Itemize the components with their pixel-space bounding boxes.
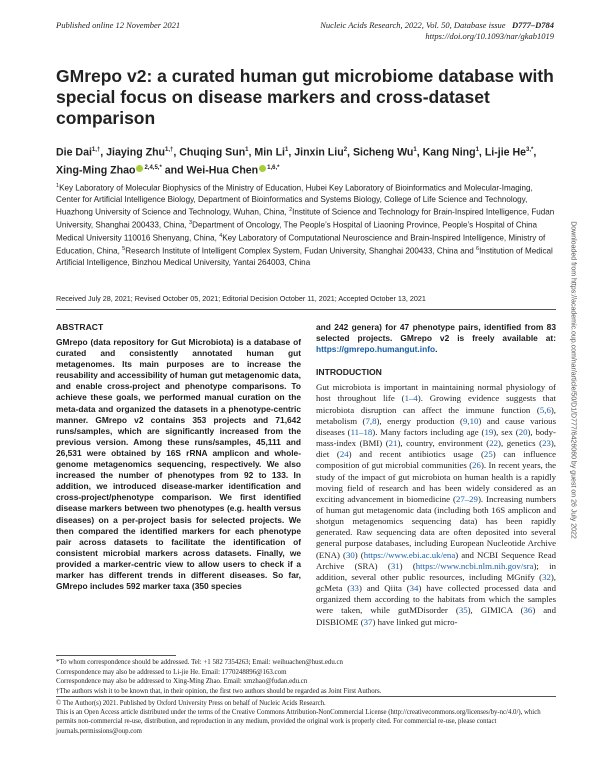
reference-link[interactable]: 33 <box>350 583 359 594</box>
received-dates: Received July 28, 2021; Revised October 05, 2021; Editorial Decision October 11, 2021; Accepted October 13, 2021 <box>56 294 426 303</box>
left-column <box>56 322 301 592</box>
reference-link[interactable]: 37 <box>363 616 373 627</box>
divider <box>56 309 556 310</box>
affiliation-number: 6 <box>476 245 480 252</box>
reference-link[interactable]: 27–29 <box>455 493 478 504</box>
reference-link[interactable]: 30 <box>345 549 355 560</box>
author-name: Jiaying Zhu <box>106 146 166 159</box>
author-affiliation-mark: 3,* <box>526 147 534 153</box>
license-text: This is an Open Access article distributed under the terms of the Creative Commons Attribution-NonCommercial License (http://creativecommons.org/licenses/by-nc/4.0/), which permits non-commercial re-use, distribution, and reproduction in any medium, provided the original work is properly cited. For commercial re-use, please contact journals.permissions@oup.com <box>56 709 541 735</box>
footnotes <box>56 658 556 696</box>
abstract-heading: ABSTRACT <box>56 322 104 332</box>
author-affiliation-mark: 2 <box>343 147 348 153</box>
affiliation-text: Institution of Medical Artificial Intelligence, Binzhou Medical University, Yantai 264003, China <box>56 246 553 267</box>
intro-text: ), genetics ( <box>498 438 543 449</box>
reference-link[interactable]: https://www.ebi.ac.uk/ena <box>363 549 456 560</box>
reference-link[interactable]: 7,8 <box>365 415 377 426</box>
intro-text: ) have collected processed data and organized them according to the habitats from which the samples were taken, while gutMDisorder ( <box>316 583 556 616</box>
author-name: Chuqing Sun <box>179 146 246 159</box>
intro-text: ). Many factors including age ( <box>372 426 485 437</box>
right-column <box>316 322 556 628</box>
doi-link[interactable]: https://doi.org/10.1093/nar/gkab1019 <box>425 31 554 41</box>
intro-text: ); in addition, several other public resources, including MGnify ( <box>316 560 556 582</box>
intro-text: ). Increasing numbers of human gut metagenomic data (including both 16S amplicon and shotgun metagenomics sequencing data) has been rapidly generated. Raw sequencing data are often deposited into several general purpose databases, including European Nucleotide Archive (ENA) ( <box>316 493 556 560</box>
footnote-divider <box>56 655 176 656</box>
affiliation-number: 5 <box>122 245 126 252</box>
author-affiliation-mark: 1,6,* <box>267 164 280 171</box>
reference-link[interactable]: 11–18 <box>350 426 373 437</box>
intro-text: ). Growing evidence suggests that microbiota disruption can affect the immune function ( <box>316 393 556 415</box>
intro-text: ) and DISBIOME ( <box>316 605 556 627</box>
reference-link[interactable]: 24 <box>339 449 349 460</box>
affiliation-text: Department of Oncology, The People’s Hospital of Liaoning Province, People’s Hospital of China Medical University 110016 Shenyang, China, <box>56 220 538 243</box>
footnote-correspondence-zhao: Correspondence may also be addressed to Xing-Ming Zhao. Email: xmzhao@fudan.edu.cn <box>56 678 308 685</box>
intro-text: ), sex ( <box>493 426 519 437</box>
reference-link[interactable]: 36 <box>523 605 533 616</box>
author-affiliation-mark: 1,† <box>91 147 101 153</box>
intro-text: ), GIMICA ( <box>467 605 524 616</box>
author-name: Die Dai <box>56 146 92 159</box>
reference-link[interactable]: 23 <box>542 438 551 449</box>
footnote-correspondence-he: Correspondence may also be addressed to Li-jie He. Email: 1770248896@163.com <box>56 668 287 676</box>
orcid-icon[interactable] <box>136 165 143 172</box>
author-affiliation-mark: 1 <box>413 147 417 153</box>
abstract-body: GMrepo (data repository for Gut Microbiota) is a database of curated and consistently annotated human gut metagenomes. Its main purposes are to increase the reusability and accessibility of human gut metagenomic data, and enable cross-project and phenotype comparisons. To achieve these goals, we performed manual curation on the meta-data and organized the datasets in a phenotype-centric manner. GMrepo v2 contains 353 projects and 71,642 runs/samples, which are significantly increased from the previous version. Among these runs/samples, 45,111 and 26,531 were obtained by 16S rRNA amplicon and whole-genome metagenomics sequencing, respectively. We also increased the number of phenotypes from 92 to 133. In addition, we introduced disease-marker identification and cross-project/phenotype comparison. We first identified disease markers between two phenotypes (e.g. health versus diseases) on a per-project basis for selected projects. We then compared the identified markers for each phenotype pair across datasets to facilitate the identification of consistent microbial markers across datasets. Finally, we provided a marker-centric view to allow users to check if a marker has different trends in different diseases. So far, GMrepo includes 592 marker taxa (350 species <box>56 337 301 592</box>
intro-text: ) and cause various diseases ( <box>316 415 556 437</box>
footnote-correspondence: *To whom correspondence should be addressed. Tel: +1 582 7354263; Email: weihuachen@hust.edu.cn <box>56 659 343 666</box>
reference-link[interactable]: 31 <box>390 560 400 571</box>
intro-text: ), energy production ( <box>376 415 463 426</box>
affiliations <box>56 181 556 268</box>
author-affiliation-mark: 1,† <box>165 147 174 153</box>
affiliation-number: 1 <box>56 183 60 189</box>
affiliation-text: Key Laboratory of Molecular Biophysics of the Ministry of Education, Hubei Key Laboratory of Bioinformatics and Molecular-Imaging, Center for Artificial Intelligence Biology, Department of Bioinformatics and Systems Biology, College of Life Science and Technology, Huazhong University of Science and Technology, Wuhan, China, <box>56 183 533 217</box>
intro-text: ), gcMeta ( <box>316 571 556 594</box>
reference-link[interactable]: https://www.ncbi.nlm.nih.gov/sra <box>415 560 534 571</box>
intro-text: ), country, environment ( <box>397 438 490 449</box>
intro-text: ), diet ( <box>316 438 556 460</box>
reference-link[interactable]: 20 <box>518 426 528 437</box>
author-name: Jinxin Liu <box>294 146 344 159</box>
reference-link[interactable]: 21 <box>388 438 398 449</box>
author-affiliation-mark: 2,4,5,* <box>144 164 162 171</box>
intro-text: ) ( <box>399 560 416 571</box>
reference-link[interactable]: 34 <box>409 583 419 594</box>
reference-link[interactable]: 1–4 <box>404 393 418 404</box>
intro-text: Gut microbiota is important in maintaining normal physiology of host throughout life ( <box>316 382 556 404</box>
introduction-heading: INTRODUCTION <box>316 367 382 378</box>
intro-text: ), body-mass-index (BMI) ( <box>316 426 556 449</box>
intro-text: ). In recent years, the study of the impact of gut microbiota on human health is a rapidly moving field of research and has been widely considered as an exciting advancement in biomedicine ( <box>316 460 556 504</box>
reference-link[interactable]: 26 <box>472 460 481 471</box>
intro-text: ) and NCBI Sequence Read Archive (SRA) ( <box>316 549 556 571</box>
affiliation-number: 4 <box>219 232 223 239</box>
journal-header <box>320 20 554 42</box>
reference-link[interactable]: 32 <box>542 571 551 582</box>
published-date: Published online 12 November 2021 <box>56 20 181 30</box>
affiliation-number: 2 <box>289 207 293 214</box>
footnote-joint-authors: †The authors wish it to be known that, in their opinion, the first two authors should be regarded as Joint First Authors. <box>56 687 382 695</box>
affiliation-text: Research Institute of Intelligent Complex System, Fudan University, Shanghai 200433, China and <box>125 246 476 256</box>
intro-text: ) and Qiita ( <box>358 583 410 594</box>
copyright-line: © The Author(s) 2021. Published by Oxford University Press on behalf of Nucleic Acids Research. <box>56 700 326 707</box>
reference-link[interactable]: 19 <box>484 426 494 437</box>
copyright-divider <box>56 696 556 697</box>
intro-text: ), metabolism ( <box>316 404 556 426</box>
author-affiliation-mark: 1 <box>475 147 479 153</box>
intro-text: ) ( <box>354 549 364 560</box>
abstract-continuation: and 242 genera) for 47 phenotype pairs, identified from 83 selected projects. GMrepo v2 is freely available at: https://gmrepo.humangut.info. <box>316 322 556 355</box>
affiliation-text: Key Laboratory of Computational Neuroscience and Brain-Inspired Intelligence, Ministry of Education, China, <box>56 233 546 256</box>
author-name: Wei-Hua Chen <box>186 164 259 177</box>
author-affiliation-mark: 1 <box>285 147 289 153</box>
author-name: Li-jie He <box>484 146 527 159</box>
author-affiliation-mark: 1 <box>245 147 249 153</box>
paper-title: GMrepo v2: a curated human gut microbiome database with special focus on disease markers and cross-dataset comparison <box>56 66 554 128</box>
intro-text: ) and recent antibiotics usage ( <box>348 449 484 460</box>
affiliation-number: 3 <box>189 219 193 226</box>
introduction-body <box>316 382 556 627</box>
author-name: Kang Ning <box>422 146 476 159</box>
author-name: Xing-Ming Zhao <box>56 164 136 177</box>
reference-link[interactable]: 25 <box>483 449 493 460</box>
gmrepo-link[interactable]: https://gmrepo.humangut.info <box>316 344 436 355</box>
reference-link[interactable]: 9,10 <box>462 415 479 426</box>
page-range: D777–D784 <box>511 20 554 30</box>
author-name: Min Li <box>254 146 286 159</box>
author-name: Sicheng Wu <box>352 146 414 159</box>
reference-link[interactable]: 22 <box>489 438 499 449</box>
intro-text: ) can influence composition of gut microbial communities ( <box>316 449 556 471</box>
author-list: Die Dai$^{1,\dagger}$, Jiaying Zhu$^{1,\dagger}$, Chuqing Sun$^1$, Min Li$^1$, Jinxin Liu$^2$, Sicheng Wu$^1$, Kang Ning$^1$, Li-jie $He^{3,*}$, Xing-Ming Zhao $^{2,4,5,*}$ and Wei-Hua Chen $^{1,6,*}$ <box>56 146 537 177</box>
copyright-block <box>56 699 561 736</box>
journal-name: Nucleic Acids Research, 2022, Vol. 50, Database issue <box>320 20 506 30</box>
reference-link[interactable]: 35 <box>458 605 468 616</box>
affiliation-text: Institute of Science and Technology for Brain-Inspired Intelligence, Fudan University, Shanghai 200433, China, <box>56 207 555 230</box>
reference-link[interactable]: 5,6 <box>539 404 551 415</box>
orcid-icon[interactable] <box>259 165 266 172</box>
download-watermark: Downloaded from https://academic.oup.com/nar/article/50/D1/D777/6426060 by guest on 26 July 2022 <box>569 221 577 539</box>
intro-text: ) have linked gut micro- <box>372 616 458 627</box>
